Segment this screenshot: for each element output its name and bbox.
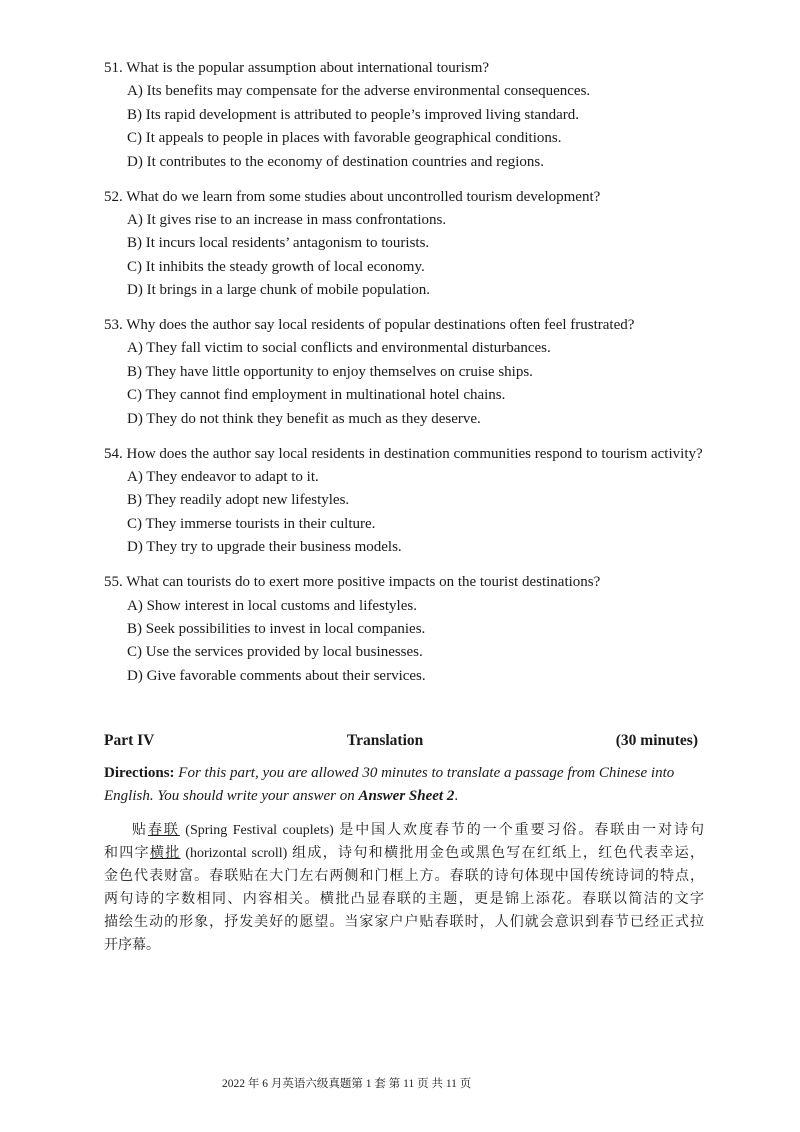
answer-option: C) It appeals to people in places with favorable geographical conditions. [127,130,562,147]
passage-line [104,819,704,842]
chinese-passage [104,819,704,957]
answer-option: D) They try to upgrade their business models. [127,539,402,556]
passage-line: 描绘生动的形象，抒发美好的愿望。当家家户户贴春联时，人们就会意识到春节已经正式拉 [104,915,704,930]
answer-option: B) They have little opportunity to enjoy themselves on cruise ships. [127,363,533,380]
answer-option: D) It brings in a large chunk of mobile population. [127,282,430,299]
passage-line: 两句诗的字数相同、内容相关。横批凸显春联的主题，更是锦上添花。春联以简洁的文字 [104,892,704,907]
answer-option: C) It inhibits the steady growth of local economy. [127,258,425,275]
answer-option: A) They fall victim to social conflicts and environmental disturbances. [127,340,551,357]
question [104,443,704,560]
text: (Spring Festival couplets) 是中国人欢度春节的一个重要习俗。春联由一对诗句 [179,823,705,838]
passage-line: 开序幕。 [104,938,160,953]
part-title: Translation [346,732,424,749]
question-text: 53. Why does the author say local residents of popular destinations often feel frustrated? [104,317,635,334]
text: 贴 [132,823,148,838]
answer-sheet: Answer Sheet 2 [358,788,455,804]
question [104,57,704,174]
answer-option: A) It gives rise to an increase in mass confrontations. [127,211,447,228]
page-footer: 2022 年 6 月英语六级真题第 1 套 第 11 页 共 11 页 [222,1078,472,1090]
directions-text: For this part, you are allowed 30 minutes to translate a passage from Chinese into English. You should write your answer on [104,765,675,804]
question-text: 54. How does the author say local residents in destination communities respond to tourism activity? [104,445,703,462]
question [104,314,704,431]
question-text: 52. What do we learn from some studies about uncontrolled tourism development? [104,188,601,205]
passage-line [104,842,704,865]
answer-option: A) They endeavor to adapt to it. [127,469,319,485]
question-text: 51. What is the popular assumption about international tourism? [104,60,490,76]
question-text: 55. What can tourists do to exert more positive impacts on the tourist destinations? [104,574,601,591]
question [104,571,704,688]
text: (horizontal scroll) 组成，诗句和横批用金色或黑色写在红纸上，红色代表幸运， [180,846,705,861]
part-heading [104,732,698,750]
answer-option: C) They immerse tourists in their culture. [127,515,376,532]
question [104,186,704,303]
answer-option: A) Its benefits may compensate for the adverse environmental consequences. [127,83,591,100]
passage-line: 金色代表财富。春联贴在大门左右两侧和门框上方。春联的诗句体现中国传统诗词的特点， [104,869,704,884]
directions-end: . [454,788,459,804]
answer-option: B) Seek possibilities to invest in local companies. [127,620,426,637]
questions-section [104,57,704,700]
text: 和四字 [104,846,150,861]
answer-option: B) It incurs local residents’ antagonism to tourists. [127,235,430,252]
answer-option: C) Use the services provided by local businesses. [127,644,423,661]
directions-label: Directions: [104,765,175,781]
directions [104,762,704,808]
answer-option: B) Its rapid development is attributed to people’s improved living standard. [127,106,579,123]
answer-option: D) It contributes to the economy of destination countries and regions. [127,153,544,170]
answer-option: D) Give favorable comments about their services. [127,667,426,684]
answer-option: A) Show interest in local customs and lifestyles. [127,597,417,614]
part-time: (30 minutes) [615,732,698,749]
answer-option: B) They readily adopt new lifestyles. [127,492,350,509]
underlined-term: 横批 [149,846,181,861]
answer-option: D) They do not think they benefit as much as they deserve. [127,410,481,427]
part-label: Part IV [104,732,155,749]
answer-option: C) They cannot find employment in multinational hotel chains. [127,387,506,404]
underlined-term: 春联 [147,823,180,838]
